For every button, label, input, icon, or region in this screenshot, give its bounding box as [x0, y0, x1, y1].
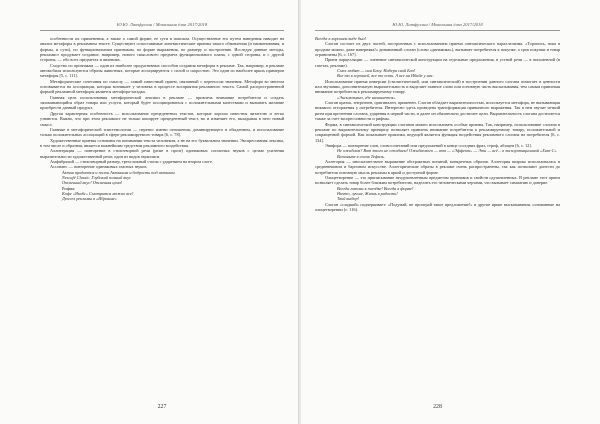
quote-line: Смех любят — они Бачу. Набери свой Бач! [337, 68, 416, 74]
paragraph: Ассонанс — повторение одинаковых гласных звуков. [50, 164, 148, 170]
running-head-left: Ю.Ю. Латфуллин / Мовальная ёлка 2017/2018 [116, 22, 208, 27]
verse-line: Nescafé Classic. Глубокий полный вкус [62, 174, 132, 180]
header-rule-right [315, 30, 560, 31]
verse-line: Дюссел рекламы в «Ибраиме» [62, 196, 117, 202]
quote-line: Вставьте в сплав Тефаль. [337, 153, 385, 159]
verse-line: Отличный вкус! Отличная цена! [62, 180, 123, 186]
term-heading: Рифма: [62, 185, 76, 191]
paragraph: Олицетворение — это приписывание неодушевленным предметам признаков и свойств одушевленных. В рекламе этот прием позволяет сделать товар более близким потребителю, наделить его человеческими чертами, что вызывает симпатию и доверие. [315, 174, 560, 186]
left-page-body [40, 36, 284, 390]
paragraph: Слоган краток, энергичен, оригинален, применен. Слоган обладает выразительностью, используется метафора, не вызывающая никакого отторжения у потребителя. Интересно здесь проведена трансформация привычного выражения. Так в нем звучит четкий ритм при прочтении слогана, ударения в первой части, и далее он обязательно достигает цели. Выразительность слогана достигается также за счет экспрессивности и рифмы. [315, 100, 560, 122]
opening-line: Всегда в хорошем виде был! [315, 36, 367, 41]
paragraph: Слоган состоит из двух частей, построенных с использованием приема синтаксического параллелизма. «Торопись, пока в продаже можно, даже наверняка!» динамичный слоган (слово «динамика»), вызывает потребителя к покупке, а срок покупки и товар ограничены [6, с. 167]. [315, 41, 560, 58]
paragraph: Метафорические сочетания по смыслу — самый известный прием, связанный с переносом значения. Метафора во многом основывается на ассоциации, которая возникает у человека в процессе восприятия рекламного текста. Самой распространенной формой рекламной метафоры является метафора-загадка. [40, 78, 284, 95]
verse-line: Актив продается и полон Активизм и бодрость под активом [62, 169, 175, 175]
paragraph: Аллегория — иносказательное выражение абстрактных понятий, конкретных образов. Аллегория широко использовалась в средневековом и барочном искусстве. Аллегорические образы в рекламе очень распространены, так как позволяют донести до потребителя основную мысль рекламы в яркой и доступной форме. [315, 158, 560, 175]
quote-line: Ничто, лучше, Жизнь в радость! [337, 190, 398, 196]
verse-line: Кофе «Якобс» Смотрится можно все! [62, 190, 134, 196]
paragraph: Аллитерация — повторение в стихотворной речи (реже в прозе) одинаковых согласных звуков с целью усиления выразительности художественной речи; один из видов звукописи. [40, 148, 284, 159]
quote-line: Все то в хорошей, все то есть. А все на Ибайе у нас. [337, 73, 434, 79]
quote-line: Твой выбор! [337, 196, 360, 202]
page-number-right: 228 [433, 404, 442, 410]
paragraph: Слоган «сладкий» подчеркивает: «Подумай, не проиграй такое предложение!» и другие яркие высказывания, основанные на олицетворении (с. 116). [315, 201, 560, 212]
paragraph: Сходство по признакам — один из наиболее продуктивных способов создания метафоры в рекламе. Так, например, в рекламе автомобиля используются образы животных, которые ассоциируются с силой и скоростью. Это один из наиболее ярких примеров метафоры [5, с. 111]. [40, 62, 284, 79]
paragraph: Амфибрахий — стихотворный размер, трехсложный стопы с ударением на втором слоге. [50, 158, 213, 164]
right-page [301, 0, 600, 424]
paragraph: Прием парцелляции — членение синтаксической конструкции на отдельные предложения, в устной речи — в письменной (в газетах, рекламе). [315, 57, 560, 68]
paragraph: Эпифора — повторение слов, словосочетаний или предложений в конце соседних фраз, строф, абзацев [6, с. 12]. [325, 142, 532, 148]
right-page-body [315, 36, 560, 390]
header-rule-left [40, 30, 284, 31]
paragraph: Другая характерная особенность — использование прецедентных текстов, которые хорошо известны читателю и легко узнаются. Важно, что при этом рекламист не только копирует прецедентный текст, но и изменяет его, вкладывая в него новый смысл. [40, 110, 284, 127]
quote-line: «Эксклюзивно, где начинается» [337, 94, 396, 100]
paragraph: Художественные приемы основаны на понимании текста человеком, а не на его буквальном значении. Экспрессивная лексика, в том числе и образная, является важнейшим средством рекламного воздействия. [40, 137, 284, 148]
quote-line: Всегда готова к поездке! Всегда в форме! [337, 185, 414, 191]
running-head-right: Ю.Ю. Латфуллин / Мовальная ёлка 2017/2018 [392, 22, 483, 27]
paragraph: Главные в метафорической эпистемологии — перенос имени отношения, доминирующего в обыденном, и использование только положительных ассоциаций в сфере рекламируемого товара [6, с. 78]. [40, 126, 284, 138]
quote-line: Не ожидаем? Вот этого не ожидаем! Ожидаемого — вот — «Эффект» — Эти — всё... в эксплуатационной «Хит-С» [337, 148, 557, 154]
page-number-left: 227 [157, 404, 167, 410]
paragraph: Форма, в синтаксической конструкции слоганов можно использовать особые приемы. Так, например, использование слогана в рекламе по выразительному принципу позволяет привлечь внимание потребителя к рекламируемому товару, положительной и сокращенной формой. Как показывает практика, ведущей является функция воздействия рекламного слогана на потребителя [6, с. 134]. [315, 121, 560, 143]
left-page [0, 0, 299, 424]
paragraph: особенности их применения, а также о самой форме, ее сути в поиском. Осуществление его путем наведения наводит на анализ метафоры в рекламном тексте. Существуют сопоставимые лингвистические приемы такого обновления (и наименования, и формы, и сути), по функциональным признакам, по форме выражения, по размеру и построению. Исследуя данные методы, рекламист продумает создание, например, нового смыслового предмета функционального плана, с одной стороны, и с другой стороны, — обо всех предметах и явлениях. [40, 36, 284, 63]
paragraph: Использование приема инверсии (стилистический, или синтаксический) в построении данного слогана помогает в ценности или звучании, дополнительную выразительность и выделяет главное слово или основную часть высказывания, тем самым привлекая внимание потребителя к рекламируемому товару. [315, 78, 560, 95]
paragraph: Главная цель использования метафорической лексики в рекламе — привлечь внимание потребителя и создать запоминающийся образ товара или услуги, который будет ассоциироваться с положительными качествами и вызывать желание приобрести данный продукт. [40, 94, 284, 111]
